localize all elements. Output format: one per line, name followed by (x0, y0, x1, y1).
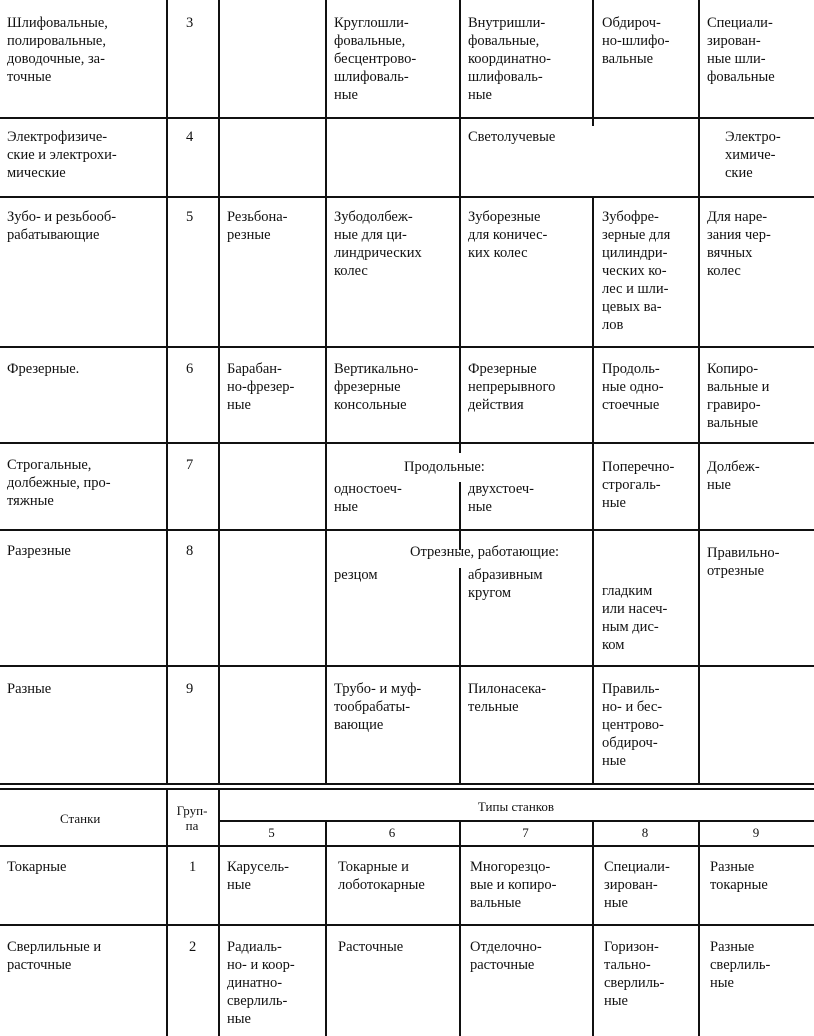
cell: Зубофре- зерные для цилиндри- ческих ко- лес и шли- цевых ва- лов (602, 209, 671, 333)
row-group: 2 (189, 939, 197, 955)
top-vline-4b (459, 482, 461, 550)
cell: Правиль- но- и бес- центрово- обдироч- ные (602, 681, 664, 769)
row-name: Строгальные, долбежные, про- тяжные (7, 457, 111, 509)
bot-vline-4 (459, 820, 461, 1036)
cell: Зубодолбеж- ные для ци- линдрических колес (334, 209, 422, 279)
row-group: 1 (189, 859, 197, 875)
cell: Расточные (338, 939, 404, 955)
top-hline-1 (0, 117, 814, 119)
cell: Поперечно- строгаль- ные (602, 459, 675, 511)
cell: Фрезерные непрерывного действия (468, 361, 556, 413)
header-types: Типы станков (477, 799, 555, 814)
type-number-5: 5 (268, 825, 275, 840)
bot-hline-row1 (0, 924, 814, 926)
type-number-8: 8 (641, 825, 649, 840)
row-name: Шлифовальные, полировальные, доводочные, за- точные (7, 15, 108, 85)
cell: Светолучевые (468, 129, 556, 145)
bot-vline-6 (698, 820, 700, 1036)
cell: Токарные и лоботокарные (338, 859, 425, 893)
cell: Отделочно- расточные (470, 939, 542, 973)
top-vline-4a (459, 0, 461, 453)
cell: Специали- зирован- ные (604, 859, 670, 911)
row-group: 6 (186, 361, 194, 377)
cell: Пилонасека- тельные (468, 681, 547, 715)
cell: Разные токарные (710, 859, 768, 893)
cell: Копиро- вальные и гравиро- вальные (707, 361, 770, 431)
row-group: 3 (186, 15, 194, 31)
row-name: Сверлильные и расточные (7, 939, 102, 973)
row-group: 4 (186, 129, 194, 145)
row-name: Разрезные (7, 543, 71, 559)
cell: Резьбона- резные (227, 209, 288, 243)
type-number-6: 6 (388, 825, 396, 840)
cell: Зуборезные для коничес- ких колес (468, 209, 548, 261)
cell: двухстоеч- ные (468, 481, 535, 515)
cell: Вертикально- фрезерные консольные (334, 361, 419, 413)
bot-vline-3 (325, 820, 327, 1036)
row-group: 9 (186, 681, 194, 697)
bot-hline-header (0, 845, 814, 847)
row-group: 5 (186, 209, 194, 225)
top-hline-5 (0, 529, 814, 531)
cell: Барабан- но-фрезер- ные (227, 361, 295, 413)
table-divider (0, 783, 814, 785)
header-group: Груп- па (176, 803, 208, 833)
row-group: 7 (186, 457, 194, 473)
cell: Многорезцо- вые и копиро- вальные (470, 859, 557, 911)
cell: Специали- зирован- ные шли- фовальные (707, 15, 775, 85)
top-hline-2 (0, 196, 814, 198)
cell: одностоеч- ные (334, 481, 402, 515)
row-name: Электрофизиче- ские и электрохи- мические (7, 129, 117, 181)
row-name: Разные (7, 681, 52, 697)
top-vline-5b (592, 196, 594, 783)
cell: Долбеж- ные (707, 459, 760, 493)
top-hline-6 (0, 665, 814, 667)
cell: Для наре- зания чер- вячных колес (707, 209, 771, 279)
cell: гладким или насеч- ным дис- ком (602, 583, 668, 653)
cell: Горизон- тально- сверлиль- ные (604, 939, 665, 1009)
cell: Правильно- отрезные (707, 545, 780, 579)
row-group: 8 (186, 543, 194, 559)
type-number-7: 7 (522, 825, 529, 840)
cell: резцом (334, 567, 378, 583)
cell: Круглошли- фовальные, бесцентрово- шлифоваль- ные (334, 15, 417, 103)
row-name: Фрезерные. (7, 361, 80, 377)
bot-hline-types (218, 820, 814, 822)
row-name: Зубо- и резьбооб- рабатывающие (7, 209, 117, 243)
cell: абразивным кругом (468, 567, 543, 601)
cell: Радиаль- но- и коор- динатно- сверлиль- ные (227, 939, 295, 1027)
cell: Внутришли- фовальные, координатно- шлифоваль- ные (468, 15, 551, 103)
span-label: Продольные: (404, 459, 485, 475)
span-label: Отрезные, работающие: (410, 544, 560, 560)
bottom-top-rule (0, 788, 814, 790)
bot-vline-5 (592, 820, 594, 1036)
top-hline-3 (0, 346, 814, 348)
top-hline-4 (0, 442, 814, 444)
cell: Разные сверлиль- ные (710, 939, 771, 991)
header-machines: Станки (60, 811, 101, 826)
row-name: Токарные (7, 859, 67, 875)
cell: Трубо- и муф- тообрабаты- вающие (334, 681, 422, 733)
top-vline-5a (592, 0, 594, 126)
cell: Карусель- ные (227, 859, 289, 893)
top-vline-4c (459, 568, 461, 783)
cell: Продоль- ные одно- стоечные (602, 361, 664, 413)
type-number-9: 9 (752, 825, 760, 840)
cell: Электро- химиче- ские (725, 129, 781, 181)
cell: Обдироч- но-шлифо- вальные (602, 15, 670, 67)
